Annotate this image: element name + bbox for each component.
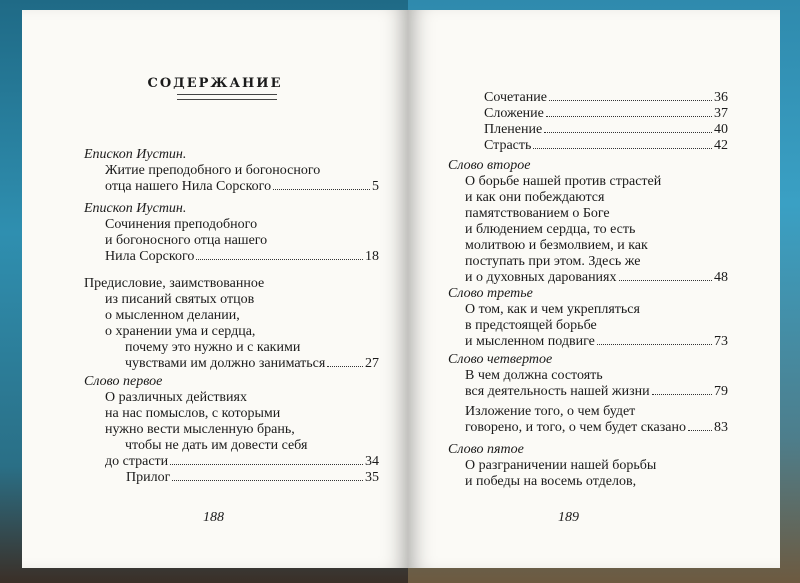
toc-entry (105, 179, 379, 195)
dot-leader (597, 344, 712, 345)
toc-text-line: из писаний святых отцов (105, 292, 255, 307)
toc-entry-title: вся деятельность нашей жизни (465, 384, 650, 399)
dot-leader (688, 430, 712, 431)
toc-entry-title: и о духовных дарованиях (465, 270, 617, 285)
toc-text-line: О том, как и чем укрепляться (465, 302, 640, 317)
toc-text-line: Сочинения преподобного (105, 217, 258, 232)
toc-text-line: и как они побеждаются (465, 190, 605, 205)
toc-entry-title: Сочетание (484, 90, 547, 105)
page-number-right: 189 (558, 510, 579, 525)
toc-text-line: Изложение того, о чем будет (465, 404, 636, 419)
toc-text-line: и богоносного отца нашего (105, 233, 268, 248)
right-page (408, 10, 780, 568)
dot-leader (544, 132, 712, 133)
toc-text-line: памятствованием о Боге (465, 206, 610, 221)
toc-text-line: поступать при этом. Здесь же (465, 254, 641, 269)
toc-entry-title: чувствами им должно заниматься (125, 356, 326, 371)
toc-page-number: 35 (365, 470, 379, 485)
section-heading: Слово третье (448, 286, 533, 301)
section-heading: Слово пятое (448, 442, 524, 457)
toc-text-line: и победы на восемь отделов, (465, 474, 637, 489)
toc-page-number: 42 (714, 138, 728, 153)
toc-text-line: нужно вести мысленную брань, (105, 422, 295, 437)
dot-leader (327, 366, 363, 367)
toc-entry (465, 384, 728, 400)
dot-leader (652, 394, 712, 395)
toc-entry (484, 90, 728, 106)
section-heading: Слово четвертое (448, 352, 553, 367)
toc-page-number: 34 (365, 454, 379, 469)
toc-page-number: 36 (714, 90, 728, 105)
toc-entry (105, 249, 379, 265)
dot-leader (533, 148, 712, 149)
contents-heading: СОДЕРЖАНИЕ (147, 76, 283, 91)
toc-text-line: о мысленном делании, (105, 308, 240, 323)
toc-entry-title: отца нашего Нила Сорского (105, 179, 272, 194)
toc-entry-title: Нила Сорского (105, 249, 195, 264)
section-heading: Епископ Иустин. (84, 201, 187, 216)
toc-entry (465, 270, 728, 286)
toc-entry (465, 334, 728, 350)
section-heading: Епископ Иустин. (84, 147, 187, 162)
section-heading: Слово второе (448, 158, 531, 173)
toc-entry (465, 420, 728, 436)
toc-entry (125, 356, 379, 372)
toc-entry (484, 106, 728, 122)
toc-page-number: 40 (714, 122, 728, 137)
toc-entry-title: Страсть (484, 138, 532, 153)
dot-leader (196, 259, 363, 260)
toc-page-number: 83 (714, 420, 728, 435)
left-page (22, 10, 408, 568)
toc-text-line: и блюдением сердца, то есть (465, 222, 636, 237)
toc-text-line: О различных действиях (105, 390, 247, 405)
page-number-left: 188 (203, 510, 224, 525)
toc-page-number: 5 (372, 179, 379, 194)
toc-text-line: в предстоящей борьбе (465, 318, 597, 333)
toc-page-number: 73 (714, 334, 728, 349)
heading-double-rule (177, 94, 277, 100)
toc-entry-title: Прилог (126, 470, 171, 485)
toc-page-number: 48 (714, 270, 728, 285)
toc-entry-title: говорено, и того, о чем будет сказано (465, 420, 686, 435)
toc-text-line: о хранении ума и сердца, (105, 324, 256, 339)
dot-leader (619, 280, 713, 281)
toc-text-line: на нас помыслов, с которыми (105, 406, 281, 421)
dot-leader (546, 116, 712, 117)
toc-entry (484, 122, 728, 138)
toc-entry (484, 138, 728, 154)
toc-text-line: Предисловие, заимствованное (84, 276, 265, 291)
toc-page-number: 37 (714, 106, 728, 121)
dot-leader (549, 100, 712, 101)
section-heading: Слово первое (84, 374, 163, 389)
toc-entry-title: до страсти (105, 454, 169, 469)
toc-entry (126, 470, 379, 486)
dot-leader (273, 189, 370, 190)
toc-page-number: 27 (365, 356, 379, 371)
toc-entry-title: Сложение (484, 106, 544, 121)
toc-page-number: 18 (365, 249, 379, 264)
toc-text-line: О борьбе нашей против страстей (465, 174, 662, 189)
toc-text-line: почему это нужно и с какими (125, 340, 301, 355)
dot-leader (172, 480, 363, 481)
dot-leader (170, 464, 363, 465)
toc-text-line: чтобы не дать им довести себя (125, 438, 308, 453)
toc-text-line: Житие преподобного и богоносного (105, 163, 321, 178)
toc-entry-title: Пленение (484, 122, 543, 137)
toc-entry (105, 454, 379, 470)
toc-text-line: В чем должна состоять (465, 368, 603, 383)
toc-page-number: 79 (714, 384, 728, 399)
toc-text-line: молитвою и безмолвием, и как (465, 238, 648, 253)
toc-entry-title: и мысленном подвиге (465, 334, 595, 349)
toc-text-line: О разграничении нашей борьбы (465, 458, 657, 473)
